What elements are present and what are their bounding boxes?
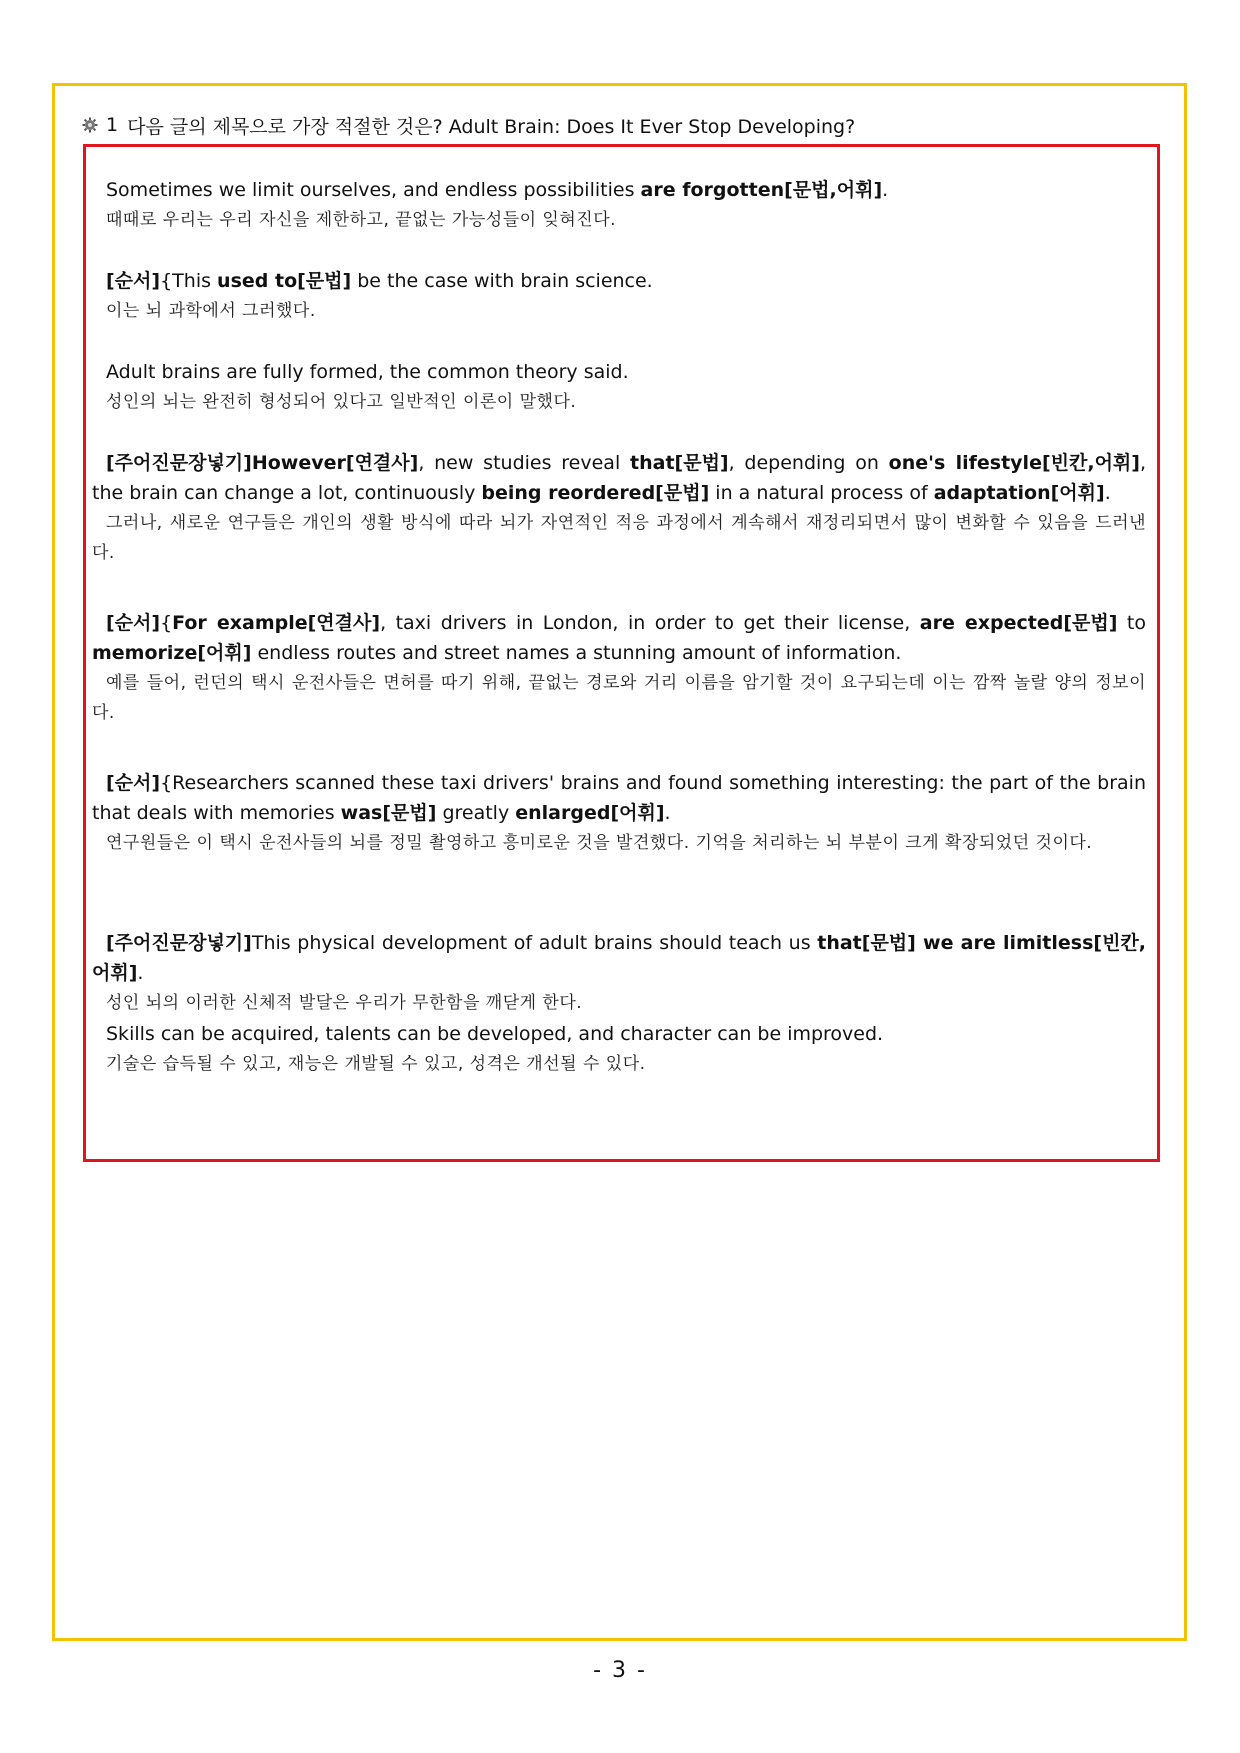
annotated-phrase: For example[연결사]	[172, 612, 381, 634]
sentence-fragment: , the brain can change a lot, continuously	[92, 452, 1147, 504]
sentence-block	[92, 266, 1146, 326]
annotated-phrase: that[문법]	[630, 452, 729, 474]
sentence-block	[92, 357, 1146, 417]
annotated-phrase: was[문법]	[340, 802, 437, 824]
gear-bullet-icon	[82, 117, 98, 133]
korean-translation: 기술은 습득될 수 있고, 재능은 개발될 수 있고, 성격은 개선될 수 있다.	[106, 1054, 646, 1074]
annotated-phrase: one's lifestyle[빈칸,어휘]	[888, 452, 1140, 474]
sentence-fragment: Skills can be acquired, talents can be developed, and character can be improved.	[106, 1023, 884, 1045]
annotated-phrase: adaptation[어휘]	[933, 482, 1105, 504]
sentence-fragment: {Researchers scanned these taxi drivers' brains and found something interesting: the part of the brain that deals with memories	[92, 772, 1146, 824]
sentence-fragment: {	[160, 612, 173, 634]
question-prompt: 다음 글의 제목으로 가장 적절한 것은? Adult Brain: Does It Ever Stop Developing?	[127, 115, 856, 138]
annotated-phrase: [순서]	[106, 772, 161, 794]
sentence-text	[92, 452, 1146, 504]
annotated-phrase: that[문법] we are limitless[빈칸,어휘]	[92, 932, 1147, 984]
korean-translation: 예를 들어, 런던의 택시 운전사들은 면허를 따기 위해, 끝없는 경로와 거리 이름을 암기할 것이 요구되는데 이는 깜짝 놀랄 양의 정보이다.	[92, 673, 1146, 723]
sentence-fragment: be the case with brain science.	[351, 270, 653, 292]
sentence-fragment: endless routes and street names a stunning amount of information.	[251, 642, 902, 664]
annotated-phrase: are forgotten[문법,어휘]	[640, 179, 883, 201]
question-number: 1	[106, 114, 119, 136]
sentence-fragment: , depending on	[728, 452, 889, 474]
question-header	[82, 110, 1162, 140]
english-sentence	[92, 928, 1146, 988]
sentence-text	[92, 1023, 883, 1045]
sentence-fragment: to	[1117, 612, 1146, 634]
annotated-phrase: [순서]	[106, 612, 161, 634]
english-sentence	[92, 608, 1146, 668]
annotated-phrase: enlarged[어휘]	[515, 802, 665, 824]
sentence-block	[92, 608, 1146, 728]
sentence-fragment: Adult brains are fully formed, the common theory said.	[106, 361, 629, 383]
sentence-text	[92, 612, 1146, 664]
sentence-text	[92, 179, 888, 201]
annotated-phrase: are expected[문법]	[919, 612, 1118, 634]
sentence-block	[92, 768, 1146, 858]
sentence-fragment: .	[664, 802, 671, 824]
english-sentence	[92, 266, 1146, 296]
sentence-fragment: Sometimes we limit ourselves, and endless possibilities	[106, 179, 641, 201]
english-sentence	[92, 357, 1146, 387]
sentence-block	[92, 928, 1146, 1018]
sentence-text	[92, 270, 653, 292]
annotated-phrase: used to[문법]	[217, 270, 352, 292]
korean-translation: 이는 뇌 과학에서 그러했다.	[106, 301, 316, 321]
english-sentence	[92, 175, 1146, 205]
sentence-fragment: {This	[160, 270, 218, 292]
sentence-text	[92, 932, 1146, 984]
korean-translation: 성인의 뇌는 완전히 형성되어 있다고 일반적인 이론이 말했다.	[106, 392, 577, 412]
sentence-fragment: .	[1104, 482, 1111, 504]
annotated-phrase: [주어진문장넣기]However[연결사]	[106, 452, 419, 474]
sentence-fragment: This physical development of adult brains should teach us	[251, 932, 818, 954]
sentence-fragment: , taxi drivers in London, in order to get their license,	[380, 612, 920, 634]
sentence-fragment: greatly	[436, 802, 516, 824]
sentence-fragment: in a natural process of	[709, 482, 934, 504]
sentence-fragment: .	[882, 179, 889, 201]
korean-translation: 성인 뇌의 이러한 신체적 발달은 우리가 무한함을 깨닫게 한다.	[106, 993, 583, 1013]
sentence-block	[92, 448, 1146, 568]
annotated-phrase: [주어진문장넣기]	[106, 932, 252, 954]
sentence-block	[92, 175, 1146, 235]
sentence-fragment: , new studies reveal	[418, 452, 631, 474]
sentence-fragment: .	[137, 962, 144, 984]
annotated-phrase: being reordered[문법]	[481, 482, 710, 504]
page-number: - 3 -	[593, 1658, 647, 1683]
english-sentence	[92, 768, 1146, 828]
english-sentence	[92, 1019, 1146, 1049]
korean-translation: 연구원들은 이 택시 운전사들의 뇌를 정밀 촬영하고 흥미로운 것을 발견했다. 기억을 처리하는 뇌 부분이 크게 확장되었던 것이다.	[106, 833, 1093, 853]
annotated-phrase: [순서]	[106, 270, 161, 292]
sentence-text	[92, 772, 1146, 824]
korean-translation: 때때로 우리는 우리 자신을 제한하고, 끝없는 가능성들이 잊혀진다.	[106, 210, 617, 230]
annotated-phrase: memorize[어휘]	[92, 642, 252, 664]
sentence-block	[92, 1019, 1146, 1079]
sentence-text	[92, 361, 629, 383]
english-sentence	[92, 448, 1146, 508]
korean-translation: 그러나, 새로운 연구들은 개인의 생활 방식에 따라 뇌가 자연적인 적응 과정에서 계속해서 재정리되면서 많이 변화할 수 있음을 드러낸다.	[92, 513, 1146, 563]
